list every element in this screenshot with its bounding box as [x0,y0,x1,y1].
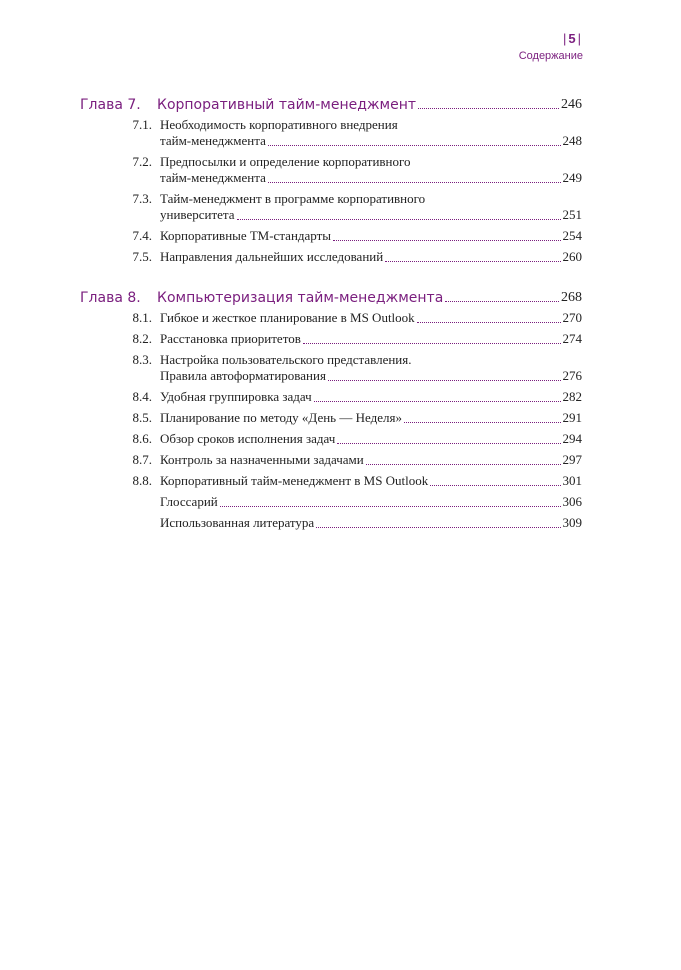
chapter-label: Глава 7. [80,97,141,113]
entry-line [160,154,582,170]
entry-line [160,310,582,326]
entry-title: Настройка пользовательского представления. [160,352,412,367]
dot-leader [417,321,561,323]
entry-text [160,154,582,186]
entry-page-number: 270 [562,310,582,325]
entry-title: университета [160,207,235,222]
dot-leader [268,181,561,183]
entry-text [160,410,582,426]
toc-entry[interactable] [80,352,582,384]
entry-title: Корпоративные ТМ-стандарты [160,228,332,243]
dot-leader [445,300,559,302]
entry-page-number: 274 [562,331,582,346]
toc-entry[interactable] [80,515,582,531]
entry-text [160,331,582,347]
entry-number: 7.2. [132,154,152,169]
section-title: Содержание [518,50,583,62]
entry-title: Расстановка приоритетов [160,331,301,346]
entry-title: Направления дальнейших исследований [160,249,384,264]
entry-line [160,228,582,244]
entry-page-number: 248 [562,133,582,148]
chapter-title: Компьютеризация тайм-менеджмента [157,290,444,306]
running-header [519,30,583,63]
entry-number: 7.3. [132,191,152,206]
dot-leader [404,421,561,423]
entry-number: 8.5. [132,410,152,425]
toc-entry[interactable] [80,310,582,326]
entry-line [160,249,582,265]
page-number: | 5 | [562,31,581,46]
entry-page-number: 251 [562,207,582,222]
toc-entry[interactable] [80,494,582,510]
entry-title: Удобная группировка задач [160,389,312,404]
toc-entry[interactable] [80,154,582,186]
entry-number: 7.4. [132,228,152,243]
toc-entry[interactable] [80,410,582,426]
entry-text [160,191,582,223]
toc-entry[interactable] [80,473,582,489]
entry-page-number: 254 [562,228,582,243]
entry-number: 8.6. [132,431,152,446]
dot-leader [385,260,560,262]
toc-entry[interactable] [80,389,582,405]
entry-title: Гибкое и жесткое планирование в MS Outlook [160,310,415,325]
entry-text [160,494,582,510]
entry-title: Корпоративный тайм-менеджмент в MS Outlook [160,473,429,488]
entry-text [160,515,582,531]
chapter-gap [80,270,582,286]
dot-leader [314,400,561,402]
entry-line [160,410,582,426]
entry-line [160,117,582,133]
chapter-page-number: 268 [561,290,582,305]
entry-title: Правила автоформатирования [160,368,326,383]
toc-entry[interactable] [80,228,582,244]
dot-leader [366,463,561,465]
dot-leader [220,505,561,507]
entry-line [160,515,582,531]
entry-page-number: 291 [562,410,582,425]
dot-leader [418,107,559,109]
dot-leader [237,218,561,220]
entry-number: 7.1. [132,117,152,132]
toc-entry[interactable] [80,191,582,223]
entry-number: 8.1. [132,310,152,325]
entry-title: Глоссарий [160,494,218,509]
entry-number: 8.3. [132,352,152,367]
entry-line [160,389,582,405]
entry-text [160,228,582,244]
entry-line [160,207,582,223]
entry-title: Контроль за назначенными задачами [160,452,364,467]
dot-leader [328,379,561,381]
entry-line [160,452,582,468]
chapter-title: Корпоративный тайм-менеджмент [157,97,416,113]
entry-page-number: 276 [562,368,582,383]
entry-title: тайм-менеджмента [160,170,266,185]
chapter-page-number: 246 [561,97,582,112]
dot-leader [337,442,560,444]
entry-text [160,249,582,265]
entry-text [160,389,582,405]
entry-title: Необходимость корпоративного внедрения [160,117,398,132]
entry-text [160,117,582,149]
dot-leader [333,239,560,241]
entry-title: тайм-менеджмента [160,133,266,148]
entry-page-number: 297 [562,452,582,467]
entry-text [160,452,582,468]
entry-number: 8.4. [132,389,152,404]
entry-text [160,352,582,384]
entry-page-number: 306 [562,494,582,509]
toc-entry[interactable] [80,452,582,468]
entry-page-number: 309 [562,515,582,530]
entry-title: Использованная литература [160,515,315,530]
entry-page-number: 282 [562,389,582,404]
entry-title: Предпосылки и определение корпоративного [160,154,411,169]
dot-leader [430,484,560,486]
entry-number: 7.5. [132,249,152,264]
entry-line [160,368,582,384]
entry-line [160,191,582,207]
dot-leader [316,526,560,528]
entry-page-number: 249 [562,170,582,185]
entry-number: 8.8. [132,473,152,488]
entry-page-number: 260 [562,249,582,264]
entry-number: 8.2. [132,331,152,346]
entry-line [160,133,582,149]
dot-leader [268,144,561,146]
entry-text [160,310,582,326]
entry-line [160,331,582,347]
entry-line [160,473,582,489]
entry-text [160,431,582,447]
entry-line [160,352,582,368]
dot-leader [303,342,561,344]
toc-entry[interactable] [80,117,582,149]
entry-title: Планирование по методу «День — Неделя» [160,410,402,425]
entry-title: Тайм-менеджмент в программе корпоративного [160,191,426,206]
entry-page-number: 294 [562,431,582,446]
entry-line [160,494,582,510]
toc-entry[interactable] [80,331,582,347]
toc-entry[interactable] [80,249,582,265]
chapter-label: Глава 8. [80,290,141,306]
entry-page-number: 301 [562,473,582,488]
toc-chapter-heading[interactable] [80,93,582,113]
toc-chapter-heading[interactable] [80,286,582,306]
entry-line [160,431,582,447]
entry-title: Обзор сроков исполнения задач [160,431,336,446]
table-of-contents [80,93,582,536]
toc-entry[interactable] [80,431,582,447]
entry-line [160,170,582,186]
entry-text [160,473,582,489]
entry-number: 8.7. [132,452,152,467]
